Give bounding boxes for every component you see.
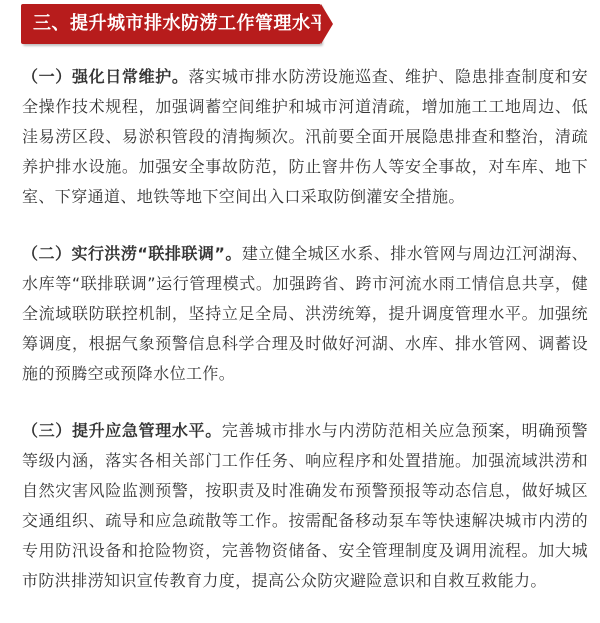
paragraph-joint-drainage — [22, 239, 588, 389]
section-header-banner — [21, 4, 329, 44]
paragraph-text: 建立健全城区水系、排水管网与周边江河湖海、水库等“联排联调”运行管理模式。加强跨省、跨市河流水雨工情信息共享，健全流域联防联控机制，坚持立足全局、洪涝统筹，提升调度管理水平。加强统筹调度，根据气象预警信息科学合理及时做好河湖、水库、排水管网、调蓄设施的预腾空或预降水位工作。 — [22, 244, 588, 383]
paragraph-text: 完善城市排水与内涝防范相关应急预案，明确预警等级内涵，落实各相关部门工作任务、响应程序和处置措施。加强流域洪涝和自然灾害风险监测预警，按职责及时准确发布预警预报等动态信息，做好城区交通组织、疏导和应急疏散等工作。按需配备移动泵车等快速解决城市内涝的专用防汛设备和抢险物资，完善物资储备、安全管理制度及调用流程。加大城市防洪排涝知识宣传教育力度，提高公众防灾避险意识和自救互救能力。 — [22, 421, 588, 590]
article-body — [22, 62, 588, 623]
paragraph-lead: （一）强化日常维护。 — [22, 67, 189, 86]
paragraph-emergency-management — [22, 416, 588, 596]
paragraph-daily-maintenance — [22, 62, 588, 212]
paragraph-lead: （二）实行洪涝“联排联调”。 — [22, 244, 242, 263]
paragraph-lead: （三）提升应急管理水平。 — [22, 421, 222, 440]
paragraph-text: 落实城市排水防涝设施巡查、维护、隐患排查制度和安全操作技术规程，加强调蓄空间维护和城市河道清疏，增加施工工地周边、低洼易涝区段、易淤积管段的清掏频次。汛前要全面开展隐患排查和整治，清疏养护排水设施。加强安全事故防范，防止窨井伤人等安全事故，对车库、地下室、下穿通道、地铁等地下空间出入口采取防倒灌安全措施。 — [22, 67, 588, 206]
section-title: 三、提升城市排水防涝工作管理水平 — [33, 13, 329, 34]
